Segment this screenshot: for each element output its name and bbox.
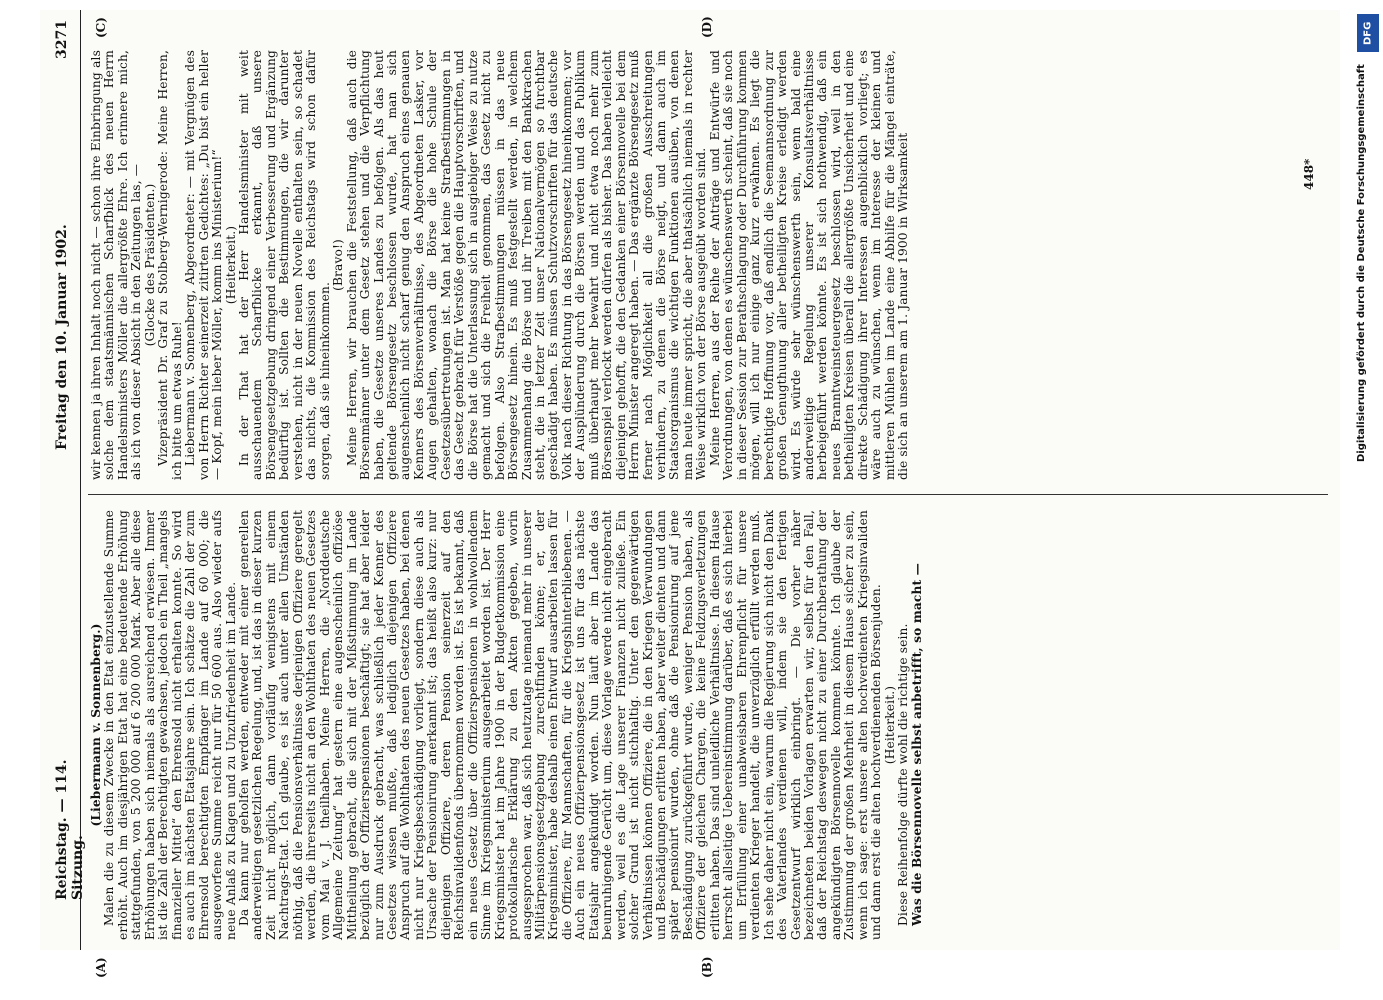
margin-mark-d: (D) [700,16,714,38]
dfg-logo: DFG [1357,14,1379,52]
speaker-remark: Liebermann v. Sonnenberg, Abgeordneter: — mit Vergnügen des von Herrn Richter seinerzeit zitirten Gedichtes: „Du bist ein heller — Kopf, mein lieber Möller, komm ins Ministerium!“ [183,50,225,480]
left-column [90,510,924,940]
interjection: (Bravo!) [331,239,346,291]
paragraph: Da kann nur geholfen werden, entweder mit einer generellen anderweitigen gesetzlichen Regelung, und, ist das in dieser kurzen Zeit nicht möglich, dann vorläufig wenigstens mit einem Nachtrags-Etat. Ich glaube, es ist auch unter allen Umständen nöthig, daß die Pensionsverhältnisse derjenigen Offiziere geregelt werden, die ihrerseits nicht an den Wohlthaten des neuen Gesetzes vom Mai v. J. theilhaben. Meine Herren, die „Norddeutsche Allgemeine Zeitung“ hat gestern eine augenscheinlich offiziöse Mittheilung gebracht, die sich mit der Mißstimmung im Lande bezüglich der Offizierspensionen beschäftigt; sie hat aber leider nur zum Ausdruck gebracht, was schließlich jeder Kenner des Gesetzes wissen mußte, daß lediglich diejenigen Offiziere Anspruch auf die Wohlthaten des neuen Gesetzes haben, bei denen nicht nur Kriegsbeschädigung vorliegt, sondern diese auch als Ursache der Pensionirung anerkannt ist; das heißt also kurz: nur diejenigen Offiziere, deren Pension seinerzeit auf den Reichsinvalidenfonds übernommen worden ist. Es ist bekannt, daß ein neues Gesetz über die Offizierspensionen in wohlwollendem Sinne im Kriegsministerium ausgearbeitet worden ist. Der Herr Kriegsminister hat im Jahre 1900 in der Budgetkommission eine protokollarische Erklärung zu den Akten gegeben, worin ausgesprochen war, daß sich heutzutage niemand mehr in unserer Militärpensionsgesetzgebung zurechtfinden könne; er, der Kriegsminister, habe deshalb einen Entwurf ausarbeiten lassen für die Offiziere, für Mannschaften, für die Kriegshinterbliebenen. — Auch ein neues Offizierpensionsgesetz ist uns für das nächste Etatsjahr angekündigt worden. Nun läuft aber im Lande das beunruhigende Gerücht um, diese Vorlage werde nicht eingebracht werden, weil es die Lage unserer Finanzen nicht zuließe. Ein solcher Grund ist nicht stichhaltig. Unter den gegenwärtigen Verhältnissen können Offiziere, die in den Kriegen Verwundungen und Beschädigungen erlitten haben, aber weiter dienten und dann später pensionirt wurden, ohne daß die Pensionirung auf jene Beschädigung zurückgeführt wurde, weniger Pension haben, als Offiziere der gleichen Chargen, die keine Feldzugsverletzungen erlitten haben. Das sind unleidliche Verhältnisse. In diesem Hause herrscht allseitige Uebereinstimmung darüber, daß es sich hierbei um Erfüllung einer unabweisbaren Ehrenpflicht für unsere verdienten Krieger handelt, die unverzüglich erfüllt werden muß. Ich sehe daher nicht ein, warum die Regierung sich nicht den Dank des Vaterlandes verdienen will, indem sie den fertigen Gesetzentwurf wirklich einbringt. — Die vorher näher bezeichneten beiden Vorlagen erwarten wir, selbst für den Fall, daß der Reichstag deswegen nicht zu einer Durchberathung der angekündigten Börsennovelle kommen könnte. Ich glaube der Zustimmung der großen Mehrheit in diesem Hause sicher zu sein, wenn ich sage: erst unsere alten hochverdienten Kriegsinvaliden und dann erst die alten hochverdienenden Börsenjuden. [236,510,884,940]
header-center-date: Freitag den 10. Januar 1902. [54,224,70,450]
paragraph: Malen die zu diesem Zwecke in den Etat einzustellende Summe erhöht. Auch im diesjährigen Etat hat eine bedeutende Erhöhung stattgefunden, von 5 200 000 auf 6 200 000 Mark. Aber alle diese Erhöhungen haben sich niemals als ausreichend erwiesen. Immer ist die Zahl der Berechtigten gewachsen, jedoch ein Theil „mangels finanzieller Mittel“ den Ehrensold nicht erhalten konnte. So wird es auch im nächsten Etatsjahre sein. Ich schätze die Zahl der zum Ehrensold berechtigten Empfänger im Lande auf 60 000; die ausgeworfene Summe reicht nur für 50 600 aus. Also wieder aufs neue Anlaß zu Klagen und zu Unzufriedenheit im Lande. [102,510,238,940]
rotated-document-page [40,10,1340,978]
digitization-note: Digitalisierung gefördert durch die Deutsche Forschungsgemeinschaft [1356,64,1367,462]
paragraph: Was die Börsennovelle selbst anbetrifft, so macht — [909,562,924,926]
header-left: Reichstag. — 114. Sitzung. [54,759,86,900]
interjection: (Heiterkeit.) [223,225,238,305]
header-page-number: 3271 [54,20,70,59]
funding-sidebar [1350,8,1383,993]
column-divider [88,494,1328,495]
signature-note: 448* [1302,158,1316,190]
running-header [40,10,86,950]
paragraph: wir kennen ja ihren Inhalt noch nicht — schon ihre Einbringung als solche dem staatsmännischen Scharfblick des neuen Herrn Handelsministers Möller die allergrößte Ehre. Ich erinnere mich, als ich von dieser Absicht in den Zeitungen las, — [89,50,144,480]
paragraph: In der That hat der Herr Handelsminister mit weit ausschauendem Scharfblicke erkannt, daß unsere Börsengesetzgebung dringend einer Verbesserung und Ergänzung bedürftig ist. Sollten die Bestimmungen, die wir darunter verstehen, nicht in der neuen Novelle enthalten sein, so schadet das nichts, die Kommission des Reichstags wird schon dafür sorgen, daß sie hineinkommen. [236,50,332,480]
interjection: (Glocke des Präsidenten.) [142,183,157,347]
paragraph: Diese Reihenfolge dürfte wohl die richtige sein. [896,623,911,926]
president-remark: Vizepräsident Dr. Graf zu Stolberg-Wernigerode: Meine Herren, ich bitte um etwas Ruhe! [156,50,184,480]
margin-mark-a: (A) [94,957,108,978]
interjection: (Heiterkeit.) [882,685,897,765]
right-column [90,50,911,480]
margin-mark-c: (C) [94,17,108,38]
paragraph: Meine Herren, aus der Reihe der Anträge und Entwürfe und Verordnungen, von denen es wünschenswerth scheint, daß sie noch in dieser Session zur Berathschlagung oder Durchführung kommen mögen, will ich nur einige ganz kurz erwähnen. Es liegt die berechtigte Hoffnung vor, daß endlich die Seemannsordnung zur großen Genugthuung aller betheiligten Kreise erledigt werden wird. Es würde sehr wünschenswerth sein, wenn bald eine anderweitige Regelung unserer Konsulatsverhältnisse herbeigeführt werden könnte. Es ist sich nothwendig, daß ein neues Branntweinsteuergesetz beschlossen wird, weil in den betheiligten Kreisen überall die allergrößte Unsicherheit und eine direkte Schädigung ihrer Interessen augenblicklich vorliegt; es wäre auch zu wünschen, wenn im Interesse der kleinen und mittleren Mühlen im Lande eine Abhilfe für die Mängel einträte, die sich an unserem am 1. Januar 1900 in Wirksamkeit [707,50,911,480]
paragraph: Meine Herren, wir brauchen die Feststellung, daß auch die Börsenmänner unter dem Gesetz stehen und die Verpflichtung haben, die Gesetze unseres Landes zu befolgen. Als das heut geltende Börsengesetz beschlossen wurde, hat man sich augenscheinlich nicht scharf genug den Anspruch eines genauen Kenners des Börsenverhältnisse, des Abgeordneten Lasker, vor Augen gehalten, wonach die Börse die hohe Schule der Gesetzesübertretungen ist. Man hat keine Strafbestimmungen in das Gesetz gebracht für Verstöße gegen die Hauptvorschriften, und die Börse hat die Unterlassung sich in ausgiebiger Weise zu nutze gemacht und sich die Freiheit genommen, das Gesetz nicht zu befolgen. Also Strafbestimmungen müssen in das neue Börsengesetz hinein. Es muß festgestellt werden, in welchem Zusammenhang die Börse und ihr Treiben mit den Bankkrachen steht, die in letzter Zeit unser Nationalvermögen so furchtbar geschädigt haben. Es müssen Schutzvorschriften für das deutsche Volk nach dieser Richtung in das Börsengesetz hineinkommen; vor der Ausplünderung durch die Börsen werden und das Publikum muß überhaupt mehr bewahrt und nicht etwa noch mehr zum Börsenspiel verlockt werden dürfen als bisher. Das haben vielleicht diejenigen gehofft, die den Gedanken einer Börsennovelle bei dem Herrn Minister angeregt haben. — Das ergänzte Börsengesetz muß ferner nach Möglichkeit all die großen Ausschreitungen verhindern, zu denen die Börse neigt, und dann auch im Staatsorganismus die wichtigen Funktionen ausüben, von denen man heute immer spricht, die aber thatsächlich niemals in rechter Weise wirklich von der Börse ausgeübt worden sind. [344,50,709,480]
margin-mark-b: (B) [700,956,714,978]
speaker-header: (Liebermann v. Sonnenberg.) [89,623,103,827]
